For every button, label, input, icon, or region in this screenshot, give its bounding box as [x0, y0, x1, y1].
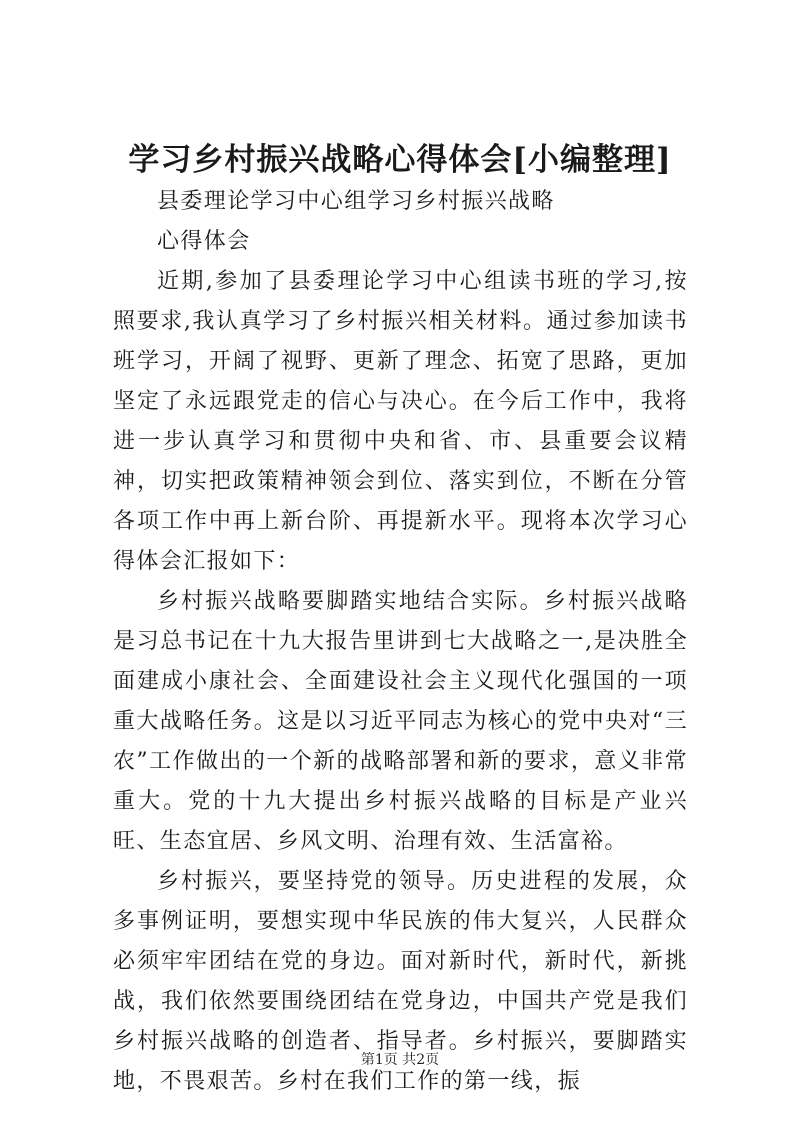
document-body [113, 182, 688, 1102]
paragraph-1: 近期,参加了县委理论学习中心组读书班的学习,按照要求,我认真学习了乡村振兴相关材料。通过参加读书班学习，开阔了视野、更新了理念、拓宽了思路，更加坚定了永远跟党走的信心与决心。在今后工作中，我将进一步认真学习和贯彻中央和省、市、县重要会议精神，切实把政策精神领会到位、落实到位，不断在分管各项工作中再上新台阶、再提新水平。现将本次学习心得体会汇报如下： [113, 269, 688, 574]
page-number-label: 第1页 共2页 [360, 1052, 440, 1068]
paragraph-3: 乡村振兴，要坚持党的领导。历史进程的发展，众多事例证明，要想实现中华民族的伟大复兴，人民群众必须牢牢团结在党的身边。面对新时代，新时代，新挑战，我们依然要围绕团结在党身边，中国共产党是我们乡村振兴战略的创造者、指导者。乡村振兴，要脚踏实地，不畏艰苦。乡村在我们工作的第一线，振 [113, 869, 688, 1094]
paragraph-2: 乡村振兴战略要脚踏实地结合实际。乡村振兴战略是习总书记在十九大报告里讲到七大战略之一,是决胜全面建成小康社会、全面建设社会主义现代化强国的一项重大战略任务。这是以习近平同志为核心的党中央对“三农”工作做出的一个新的战略部署和新的要求，意义非常重大。党的十九大提出乡村振兴战略的目标是产业兴旺、生态宜居、乡风文明、治理有效、生活富裕。 [113, 589, 688, 854]
subtitle-line-1: 县委理论学习中心组学习乡村振兴战略 [157, 189, 555, 214]
document-title: 学习乡村振兴战略心得体会[小编整理] [128, 142, 672, 178]
page-footer [0, 1050, 800, 1070]
subtitle-line-2: 心得体会 [157, 229, 251, 254]
